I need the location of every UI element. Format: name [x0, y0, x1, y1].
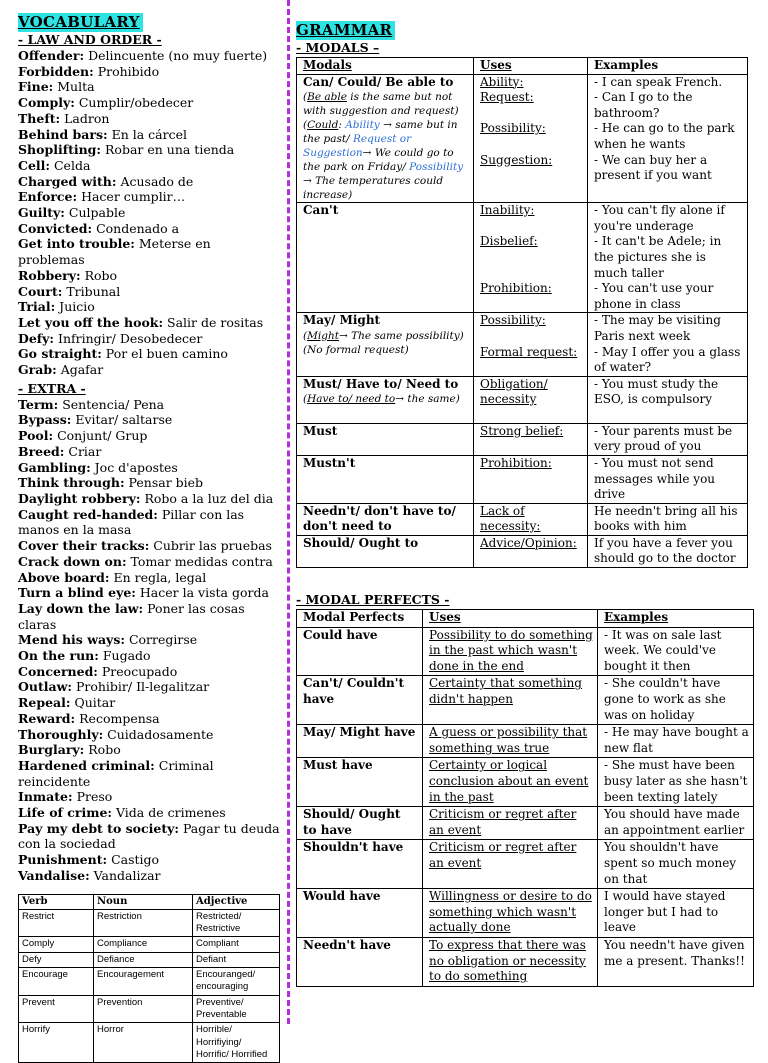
vocab-definition: Condenado a	[92, 220, 180, 236]
vocab-item	[18, 331, 280, 347]
vocab-term: Enforce:	[18, 189, 78, 205]
modal-perfect-cell: Must have	[297, 758, 423, 807]
vocab-term: Trial:	[18, 299, 56, 315]
noun-cell: Restriction	[94, 909, 193, 937]
uses-cell: Strong belief:	[474, 423, 588, 455]
modal-perfect-cell: Could have	[297, 627, 423, 676]
vocab-item	[18, 64, 280, 80]
table-row	[297, 455, 748, 503]
vocab-term: Bypass:	[18, 412, 72, 428]
noun-cell: Compliance	[94, 937, 193, 952]
vocab-definition: Corregirse	[124, 632, 198, 648]
modal-perfect-cell: May/ Might have	[297, 725, 423, 758]
vocab-definition: Agafar	[56, 362, 104, 378]
vocab-term: Let you off the hook:	[18, 314, 164, 330]
table-row	[297, 423, 748, 455]
modal-note: (Might→ The same possibility)	[303, 329, 464, 342]
modal-name: May/ Might	[303, 313, 381, 328]
vocab-item	[18, 299, 280, 315]
vocab-term: On the run:	[18, 648, 99, 664]
vocab-item	[18, 428, 280, 444]
vocab-item	[18, 570, 280, 586]
modals-col-header: Modals	[297, 58, 474, 75]
adjective-header: Adjective	[193, 894, 280, 909]
table-row	[297, 627, 754, 676]
table-row	[19, 1023, 280, 1063]
examples-cell: - She must have been busy later as she hasn't been texting lately	[598, 758, 754, 807]
vocab-item	[18, 142, 280, 158]
modal-perfect-cell: Can't/ Couldn't have	[297, 676, 423, 725]
vocab-definition: Poner las cosas claras	[18, 600, 245, 632]
adjective-cell: Preventive/ Preventable	[193, 995, 280, 1023]
examples-col-header: Examples	[598, 610, 754, 628]
vocab-definition: Cubrir las pruebas	[149, 538, 272, 554]
examples-cell: - Your parents must be very proud of you	[588, 423, 748, 455]
modal-name: Can/ Could/ Be able to	[303, 74, 454, 89]
vocab-term: Guilty:	[18, 205, 65, 221]
noun-cell: Horror	[94, 1023, 193, 1063]
adjective-cell: Encouranged/ encouraging	[193, 968, 280, 996]
vocab-definition: Criar	[64, 443, 102, 459]
vocab-item	[18, 805, 280, 821]
examples-cell: If you have a fever you should go to the doctor	[588, 535, 748, 567]
vocab-item	[18, 127, 280, 143]
vocab-definition: Quitar	[70, 695, 116, 711]
vocab-definition: Cumplir/obedecer	[74, 95, 194, 111]
examples-cell: You shouldn't have spent so much money on that	[598, 840, 754, 889]
modal-note: (Be able is the same but not with suggestion and request)	[303, 91, 459, 118]
vocab-item	[18, 444, 280, 460]
uses-col-header: Uses	[474, 58, 588, 75]
vocab-term: Breed:	[18, 443, 65, 459]
vocab-definition: Por el buen camino	[101, 346, 228, 362]
modal-perfects-header-row	[297, 610, 754, 628]
law-and-order-list	[18, 48, 280, 378]
examples-cell: - You can't fly alone if you're underage - It can't be Adele; in the pictures she is much taller - You can't use your phone in class	[588, 203, 748, 313]
uses-cell: Possibility to do something in the past which wasn't done in the end	[423, 627, 598, 676]
vocab-definition: Preocupado	[97, 663, 178, 679]
verb-cell: Horrify	[19, 1023, 94, 1063]
vocab-item	[18, 758, 280, 789]
vocab-item	[18, 554, 280, 570]
vocab-term: Behind bars:	[18, 126, 108, 142]
vocab-definition: En regla, legal	[109, 569, 207, 585]
vocab-term: Inmate:	[18, 789, 73, 805]
noun-header: Noun	[94, 894, 193, 909]
arrow-right-icon: →	[303, 175, 312, 188]
vocab-term: Thoroughly:	[18, 726, 104, 742]
modal-perfects-col-header: Modal Perfects	[297, 610, 423, 628]
vocab-item	[18, 174, 280, 190]
vocab-term: Convicted:	[18, 220, 93, 236]
vocab-term: Burglary:	[18, 742, 85, 758]
vocab-item	[18, 205, 280, 221]
vocab-item	[18, 585, 280, 601]
vocab-term: Court:	[18, 283, 63, 299]
vocab-term: Cell:	[18, 157, 51, 173]
vocab-definition: Hacer la vista gorda	[135, 585, 269, 601]
modal-cell: Mustn't	[297, 455, 474, 503]
modal-cell: Must	[297, 423, 474, 455]
uses-cell: Lack of necessity:	[474, 503, 588, 535]
vocab-definition: Evitar/ saltarse	[71, 412, 173, 428]
arrow-right-icon: →	[395, 393, 405, 406]
vocab-item	[18, 679, 280, 695]
vocab-term: Robbery:	[18, 267, 81, 283]
vocab-definition: Recompensa	[75, 710, 160, 726]
modal-perfects-table	[296, 609, 754, 987]
uses-cell: Ability: Request: Possibility: Suggestion:	[474, 74, 588, 203]
modal-cell: Can't	[297, 203, 474, 313]
uses-col-header: Uses	[423, 610, 598, 628]
vocab-definition: Robo a la luz del dia	[140, 490, 274, 506]
noun-cell: Defiance	[94, 952, 193, 967]
vocab-item	[18, 268, 280, 284]
extra-vocab-list	[18, 397, 280, 884]
modal-cell	[297, 313, 474, 376]
vocab-item	[18, 111, 280, 127]
uses-cell: Advice/Opinion:	[474, 535, 588, 567]
vocab-term: Reward:	[18, 710, 76, 726]
vocab-definition: Castigo	[107, 852, 160, 868]
column-divider	[287, 0, 290, 1024]
table-row	[297, 889, 754, 938]
vocab-definition: Hacer cumplir…	[77, 189, 186, 205]
vocab-term: Defy:	[18, 330, 55, 346]
uses-cell: Willingness or desire to do something which wasn't actually done	[423, 889, 598, 938]
vocab-definition: Sentencia/ Pena	[58, 396, 165, 412]
vocab-item	[18, 79, 280, 95]
examples-cell: He needn't bring all his books with him	[588, 503, 748, 535]
table-row	[297, 535, 748, 567]
table-row	[297, 503, 748, 535]
vocab-definition: Fugado	[98, 648, 151, 664]
examples-cell: - The may be visiting Paris next week - May I offer you a glass of water?	[588, 313, 748, 376]
vocab-term: Caught red-handed:	[18, 506, 158, 522]
vocab-term: Repeal:	[18, 695, 71, 711]
modals-header-row	[297, 58, 748, 75]
vocab-item	[18, 664, 280, 680]
table-row	[297, 937, 754, 986]
vocab-term: Crack down on:	[18, 553, 127, 569]
vocab-term: Pool:	[18, 428, 54, 444]
vocab-term: Hardened criminal:	[18, 757, 155, 773]
vocab-definition: Acusado de	[116, 173, 194, 189]
modals-heading: - MODALS –	[296, 40, 380, 55]
vocab-term: Go straight:	[18, 346, 102, 362]
modal-note: (Could: Ability → same but in the past/ Request or Suggestion→ We could go to the park on Friday/ Possibility → The temperatures could increase)	[303, 119, 464, 202]
adjective-cell: Defiant	[193, 952, 280, 967]
vocab-item	[18, 284, 280, 300]
modal-perfect-cell: Should/ Ought to have	[297, 807, 423, 840]
vocab-term: Get into trouble:	[18, 236, 135, 252]
vocab-definition: Robo	[84, 742, 121, 758]
modal-note: (Have to/ need to→ the same)	[303, 393, 460, 406]
uses-cell: To express that there was no obligation or necessity to do something	[423, 937, 598, 986]
adjective-cell: Restricted/ Restrictive	[193, 909, 280, 937]
vocab-definition: Meterse en problemas	[18, 236, 211, 268]
vocab-definition: Multa	[53, 79, 95, 95]
modal-cell	[297, 74, 474, 203]
modal-perfects-heading: - MODAL PERFECTS -	[296, 592, 450, 608]
vocab-item	[18, 236, 280, 267]
vocab-item	[18, 507, 280, 538]
vocab-item	[18, 491, 280, 507]
vocab-term: Theft:	[18, 110, 61, 126]
uses-cell: Prohibition:	[474, 455, 588, 503]
vocab-item	[18, 648, 280, 664]
vocab-term: Turn a blind eye:	[18, 585, 136, 601]
examples-cell: You needn't have given me a present. Thanks!!	[598, 937, 754, 986]
table-row	[19, 968, 280, 996]
vocab-definition: Vandalizar	[89, 867, 161, 883]
vocab-term: Vandalise:	[18, 867, 90, 883]
adjective-cell: Compliant	[193, 937, 280, 952]
vocab-item	[18, 189, 280, 205]
vocabulary-column	[18, 12, 280, 1063]
vocab-item	[18, 315, 280, 331]
table-row	[297, 725, 754, 758]
examples-cell: - I can speak French. - Can I go to the bathroom? - He can go to the park when he wants - We can buy her a present if you want	[588, 74, 748, 203]
vocab-definition: Pagar tu deuda con la sociedad	[18, 820, 280, 852]
vocab-item	[18, 852, 280, 868]
vocab-item	[18, 221, 280, 237]
modal-cell: Needn't/ don't have to/ don't need to	[297, 503, 474, 535]
uses-cell: Inability: Disbelief: Prohibition:	[474, 203, 588, 313]
vocab-term: Gambling:	[18, 459, 91, 475]
verb-cell: Encourage	[19, 968, 94, 996]
vocab-term: Life of crime:	[18, 805, 113, 821]
table-row	[297, 313, 748, 376]
vocab-item	[18, 632, 280, 648]
vocab-term: Offender:	[18, 48, 85, 63]
table-row	[297, 203, 748, 313]
vocab-definition: En la cárcel	[107, 126, 187, 142]
vocab-item	[18, 727, 280, 743]
vocab-term: Above board:	[18, 569, 110, 585]
vocab-item	[18, 475, 280, 491]
table-row	[19, 995, 280, 1023]
vocab-definition: Pillar con las manos en la masa	[18, 506, 245, 538]
vocab-term: Concerned:	[18, 663, 98, 679]
modal-name: Must/ Have to/ Need to	[303, 376, 459, 391]
examples-cell: You should have made an appointment earlier	[598, 807, 754, 840]
modal-cell: Should/ Ought to	[297, 535, 474, 567]
word-forms-header-row	[19, 894, 280, 909]
vocab-definition: Criminal reincidente	[18, 757, 214, 789]
modal-perfect-cell: Needn't have	[297, 937, 423, 986]
vocab-definition: Preso	[72, 789, 113, 805]
vocab-item	[18, 460, 280, 476]
arrow-right-icon: →	[383, 119, 392, 132]
verb-cell: Restrict	[19, 909, 94, 937]
vocab-item	[18, 412, 280, 428]
vocab-definition: Tomar medidas contra	[126, 553, 273, 569]
word-forms-table	[18, 894, 280, 1063]
modal-perfect-cell: Would have	[297, 889, 423, 938]
extra-heading: - EXTRA -	[18, 380, 86, 396]
vocab-item	[18, 362, 280, 378]
examples-cell: - She couldn't have gone to work as she was on holiday	[598, 676, 754, 725]
vocab-definition: Juicio	[55, 299, 95, 315]
vocab-item	[18, 48, 280, 64]
vocab-term: Mend his ways:	[18, 632, 125, 648]
vocab-term: Grab:	[18, 362, 57, 378]
vocab-item	[18, 601, 280, 632]
table-row	[297, 758, 754, 807]
vocab-item	[18, 868, 280, 884]
arrow-right-icon: →	[362, 147, 372, 160]
law-and-order-heading: - LAW AND ORDER -	[18, 32, 162, 47]
vocab-term: Fine:	[18, 79, 54, 95]
examples-col-header: Examples	[588, 58, 748, 75]
vocab-definition: Vida de crimenes	[112, 805, 226, 821]
vocab-definition: Culpable	[64, 205, 126, 221]
examples-cell: - It was on sale last week. We could've bought it then	[598, 627, 754, 676]
verb-cell: Prevent	[19, 995, 94, 1023]
adjective-cell: Horrible/ Horrifiying/ Horrific/ Horrified	[193, 1023, 280, 1063]
vocab-term: Shoplifting:	[18, 142, 102, 158]
examples-cell: - You must study the ESO, is compulsory	[588, 376, 748, 423]
vocab-definition: Conjunt/ Grup	[53, 428, 148, 444]
verb-cell: Defy	[19, 952, 94, 967]
arrow-right-icon: →	[338, 329, 348, 342]
vocab-item	[18, 742, 280, 758]
table-row	[19, 937, 280, 952]
vocab-item	[18, 95, 280, 111]
vocab-term: Outlaw:	[18, 679, 72, 695]
vocab-item	[18, 346, 280, 362]
vocab-definition: Prohibido	[93, 63, 160, 79]
examples-cell: I would have stayed longer but I had to leave	[598, 889, 754, 938]
vocab-item	[18, 397, 280, 413]
vocab-definition: Infringir/ Desobedecer	[54, 330, 203, 346]
vocab-definition: Celda	[50, 157, 91, 173]
vocab-definition: Delincuente (no muy fuerte)	[84, 48, 268, 63]
vocab-term: Think through:	[18, 475, 125, 491]
table-row	[297, 676, 754, 725]
vocab-definition: Cuidadosamente	[103, 726, 214, 742]
vocab-term: Charged with:	[18, 173, 117, 189]
vocab-definition: Salir de rositas	[163, 314, 264, 330]
verb-header: Verb	[19, 894, 94, 909]
vocab-item	[18, 158, 280, 174]
modals-table	[296, 57, 748, 568]
table-row	[19, 952, 280, 967]
examples-cell: - He may have bought a new flat	[598, 725, 754, 758]
vocab-definition: Pensar bieb	[124, 475, 204, 491]
uses-cell: Certainty that something didn't happen	[423, 676, 598, 725]
noun-cell: Encouragement	[94, 968, 193, 996]
uses-cell: Criticism or regret after an event	[423, 840, 598, 889]
table-row	[19, 909, 280, 937]
vocab-definition: Robo	[80, 267, 118, 283]
vocab-term: Term:	[18, 396, 59, 412]
vocab-item	[18, 789, 280, 805]
vocab-term: Comply:	[18, 95, 75, 111]
vocab-term: Cover their tracks:	[18, 538, 150, 554]
uses-cell: A guess or possibility that something was true	[423, 725, 598, 758]
verb-cell: Comply	[19, 937, 94, 952]
modal-note: (No formal request)	[303, 343, 409, 356]
vocab-term: Forbidden:	[18, 63, 94, 79]
vocab-term: Daylight robbery:	[18, 490, 141, 506]
vocab-definition: Ladron	[60, 110, 110, 126]
vocab-item	[18, 821, 280, 852]
vocab-item	[18, 711, 280, 727]
table-row	[297, 807, 754, 840]
vocab-term: Lay down the law:	[18, 600, 144, 616]
vocabulary-title: VOCABULARY	[18, 13, 143, 32]
examples-cell: - You must not send messages while you drive	[588, 455, 748, 503]
uses-cell: Criticism or regret after an event	[423, 807, 598, 840]
vocab-definition: Robar en una tienda	[101, 142, 235, 158]
uses-cell: Certainty or logical conclusion about an event in the past	[423, 758, 598, 807]
vocab-item	[18, 695, 280, 711]
vocab-definition: Prohibir/ Il-legalitzar	[71, 679, 210, 695]
modal-perfect-cell: Shouldn't have	[297, 840, 423, 889]
modal-cell	[297, 376, 474, 423]
vocab-term: Pay my debt to society:	[18, 820, 179, 836]
uses-cell: Obligation/ necessity	[474, 376, 588, 423]
grammar-column	[296, 20, 758, 987]
vocab-definition: Tribunal	[62, 283, 121, 299]
uses-cell: Possibility: Formal request:	[474, 313, 588, 376]
vocab-term: Punishment:	[18, 852, 108, 868]
noun-cell: Prevention	[94, 995, 193, 1023]
vocab-item	[18, 538, 280, 554]
vocab-definition: Joc d'apostes	[90, 459, 178, 475]
table-row	[297, 74, 748, 203]
table-row	[297, 376, 748, 423]
table-row	[297, 840, 754, 889]
grammar-title: GRAMMAR	[296, 21, 395, 40]
